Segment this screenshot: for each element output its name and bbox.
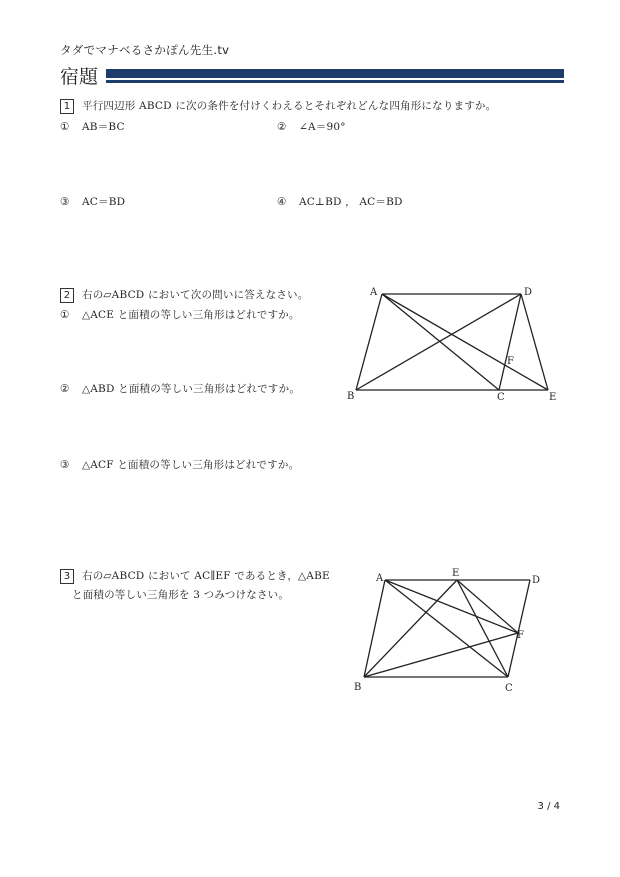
figure-3-parallelogram (345, 565, 565, 700)
item-mark: ③ (60, 196, 70, 208)
title-bar (106, 69, 564, 78)
segment-ec (457, 580, 508, 677)
label-c: C (497, 392, 505, 403)
label-f: F (517, 630, 524, 641)
label-d: D (532, 575, 541, 586)
edge-ab (356, 294, 382, 390)
question-3-text-line-2: と面積の等しい三角形を 3 つみつけなさい。 (72, 589, 290, 601)
item-text: AC⊥BD ， AC＝BD (299, 196, 403, 208)
item-text: △ABD と面積の等しい三角形はどれですか。 (82, 383, 301, 395)
segment-ae (382, 294, 548, 390)
segment-af (385, 580, 518, 633)
question-1-item-2 (277, 119, 346, 134)
item-mark: ② (60, 383, 70, 395)
label-f: F (507, 356, 514, 367)
segment-bf (364, 633, 518, 677)
item-text: AB＝BC (82, 121, 125, 133)
question-1-text: 平行四辺形 ABCD に次の条件を付けくわえるとそれぞれどんな四角形になりますか。 (82, 100, 497, 112)
edge-de (521, 294, 548, 390)
label-e: E (549, 392, 557, 403)
question-2-item-3 (60, 457, 299, 472)
question-number: 2 (60, 288, 74, 303)
question-2-item-2 (60, 381, 300, 396)
diagonal-bd (356, 294, 521, 390)
item-text: AC＝BD (82, 196, 126, 208)
segment-be (364, 580, 457, 677)
title-bar-thin (106, 80, 564, 83)
label-b: B (354, 682, 362, 693)
item-mark: ④ (277, 196, 287, 208)
question-1-item-4 (277, 194, 403, 209)
edge-ab (364, 580, 385, 677)
label-e: E (452, 568, 460, 579)
item-text: △ACE と面積の等しい三角形はどれですか。 (82, 309, 300, 321)
page-title: 宿題 (60, 66, 99, 88)
question-3-text-line-1: 右の▱ABCD において AC∥EF であるとき，△ABE (82, 570, 330, 582)
label-a: A (370, 287, 378, 298)
question-2-item-1 (60, 307, 300, 322)
edge-dc (499, 294, 521, 390)
question-2-prompt (60, 287, 308, 303)
label-c: C (505, 683, 513, 694)
item-mark: ② (277, 121, 287, 133)
edge-dc (508, 580, 530, 677)
question-1-item-3 (60, 194, 125, 209)
site-name: タダでマナベるさかぽん先生.tv (60, 43, 230, 57)
question-number: 1 (60, 99, 74, 114)
item-mark: ① (60, 121, 70, 133)
item-text: ∠A＝90° (299, 121, 346, 133)
label-b: B (347, 391, 355, 402)
question-1-item-1 (60, 119, 125, 134)
segment-ef (457, 580, 518, 633)
diagonal-ac (385, 580, 508, 677)
label-d: D (524, 287, 533, 298)
figure-2-parallelogram (340, 282, 570, 407)
item-mark: ① (60, 309, 70, 321)
diagonal-ac (382, 294, 499, 390)
item-mark: ③ (60, 459, 70, 471)
label-a: A (376, 573, 384, 584)
question-1-prompt (60, 98, 496, 114)
question-2-text: 右の▱ABCD において次の問いに答えなさい。 (82, 289, 309, 301)
question-3-prompt (60, 568, 330, 584)
page-number: 3 / 4 (537, 801, 560, 812)
item-text: △ACF と面積の等しい三角形はどれですか。 (82, 459, 300, 471)
question-number: 3 (60, 569, 74, 584)
